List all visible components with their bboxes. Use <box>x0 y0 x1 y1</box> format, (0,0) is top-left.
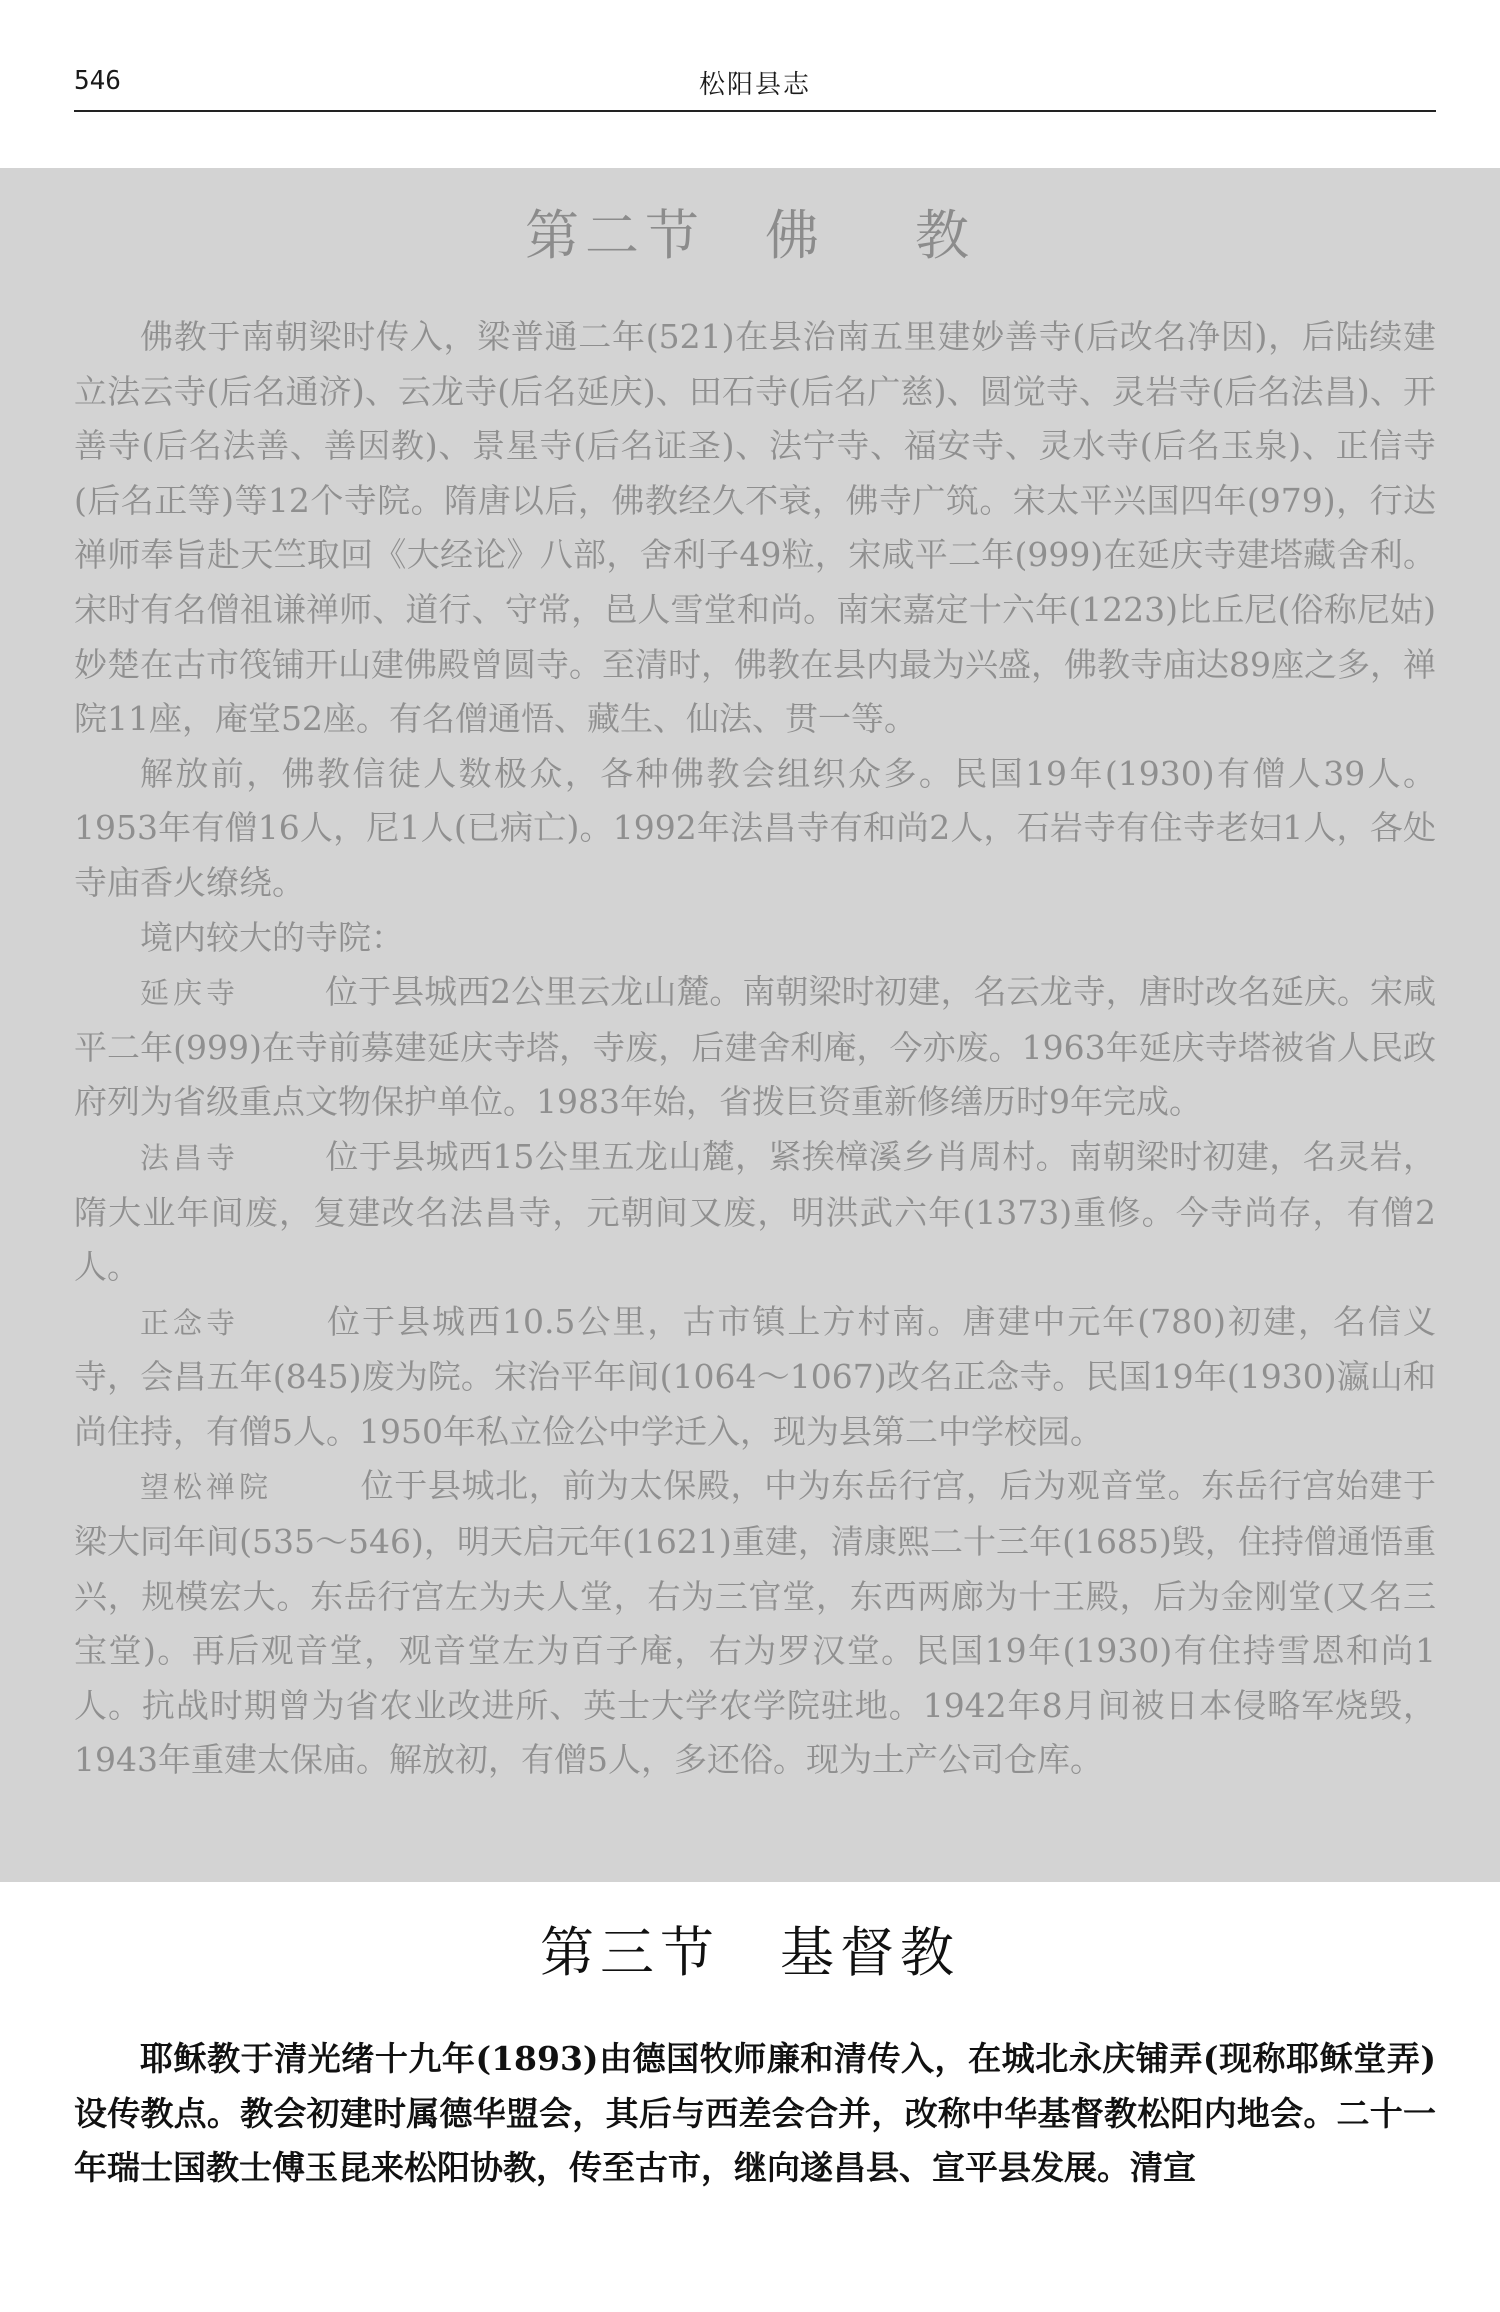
section-christianity <box>0 1882 1500 2312</box>
temple-text: 位于县城西2公里云龙山麓。南朝梁时初建，名云龙寺，唐时改名延庆。宋咸平二年(999)在寺前募建延庆寺塔，寺废，后建舍利庵，今亦废。1963年延庆寺塔被省人民政府列为省级重点文物保护单位。1983年始，省拨巨资重新修缮历时9年完成。 <box>74 972 1436 1122</box>
running-title: 松阳县志 <box>698 70 811 100</box>
paragraph: 解放前，佛教信徒人数极众，各种佛教会组织众多。民国19年(1930)有僧人39人。1953年有僧16人，尼1人(已病亡)。1992年法昌寺有和尚2人，石岩寺有住寺老妇1人，各处寺庙香火缭绕。 <box>74 753 1436 902</box>
temple-name: 正念寺 <box>140 1305 240 1340</box>
page-header <box>74 60 1436 110</box>
temple-text: 位于县城北，前为太保殿，中为东岳行宫，后为观音堂。东岳行宫始建于梁大同年间(535～546)，明天启元年(1621)重建，清康熙二十三年(1685)毁，住持僧通悟重兴，规模宏大。东岳行宫左为夫人堂，右为三官堂，东西两廊为十王殿，后为金刚堂(又名三宝堂)。再后观音堂，观音堂左为百子庵，右为罗汉堂。民国19年(1930)有住持雪恩和尚1人。抗战时期曾为省农业改进所、英士大学农学院驻地。1942年8月间被日本侵略军烧毁，1943年重建太保庙。解放初，有僧5人，多还俗。现为土产公司仓库。 <box>74 1466 1436 1780</box>
title-part-3: 教 <box>915 204 975 267</box>
paragraph: 耶稣教于清光绪十九年(1893)由德国牧师廉和清传入，在城北永庆铺弄(现称耶稣堂弄)设传教点。教会初建时属德华盟会，其后与西差会合并，改称中华基督教松阳内地会。二十一年瑞士国教士傅玉昆来松阳协教，传至古市，继向遂昌县、宣平县发展。清宣 <box>74 2039 1436 2188</box>
title-part-1: 第三节 <box>540 1921 720 1984</box>
temple-entry <box>74 1295 1436 1460</box>
section-buddhism <box>0 168 1500 1882</box>
title-part-2: 佛 <box>765 204 825 267</box>
paragraph: 境内较大的寺院： <box>140 917 404 957</box>
temple-name: 延庆寺 <box>140 976 240 1011</box>
paragraph: 佛教于南朝梁时传入，梁普通二年(521)在县治南五里建妙善寺(后改名净因)，后陆续建立法云寺(后名通济)、云龙寺(后名延庆)、田石寺(后名广慈)、圆觉寺、灵岩寺(后名法昌)、开善寺(后名法善、善因教)、景星寺(后名证圣)、法宁寺、福安寺、灵水寺(后名玉泉)、正信寺(后名正等)等12个寺院。隋唐以后，佛教经久不衰，佛寺广筑。宋太平兴国四年(979)，行达禅师奉旨赴天竺取回《大经论》八部，舍利子49粒，宋咸平二年(999)在延庆寺建塔藏舍利。宋时有名僧祖谦禅师、道行、守常，邑人雪堂和尚。南宋嘉定十六年(1223)比丘尼(俗称尼姑)妙楚在古市筏铺开山建佛殿曾圆寺。至清时，佛教在县内最为兴盛，佛教寺庙达89座之多，禅院11座，庵堂52座。有名僧通悟、藏生、仙法、贯一等。 <box>74 317 1436 739</box>
temple-entry <box>74 1459 1436 1788</box>
page-number: 546 <box>74 66 121 96</box>
header-rule <box>74 110 1436 112</box>
buddhism-body <box>74 310 1436 1788</box>
temple-text: 位于县城西15公里五龙山麓，紧挨樟溪乡肖周村。南朝梁时初建，名灵岩，隋大业年间废，复建改名法昌寺，元朝间又废，明洪武六年(1373)重修。今寺尚存，有僧2人。 <box>74 1136 1436 1287</box>
title-part-1: 第二节 <box>525 204 705 267</box>
temple-entry <box>74 1130 1436 1295</box>
temple-entry <box>74 965 1436 1130</box>
section-title-christianity <box>0 1910 1500 1987</box>
title-part-2: 基督教 <box>780 1921 960 1984</box>
section-title-buddhism <box>0 193 1500 270</box>
temple-name: 法昌寺 <box>140 1140 240 1175</box>
temple-text: 位于县城西10.5公里，古市镇上方村南。唐建中元年(780)初建，名信义寺，会昌五年(845)废为院。宋治平年间(1064～1067)改名正念寺。民国19年(1930)瀛山和尚住持，有僧5人。1950年私立俭公中学迁入，现为县第二中学校园。 <box>74 1301 1436 1451</box>
temple-name: 望松禅院 <box>140 1470 273 1505</box>
christianity-body <box>74 2032 1436 2196</box>
